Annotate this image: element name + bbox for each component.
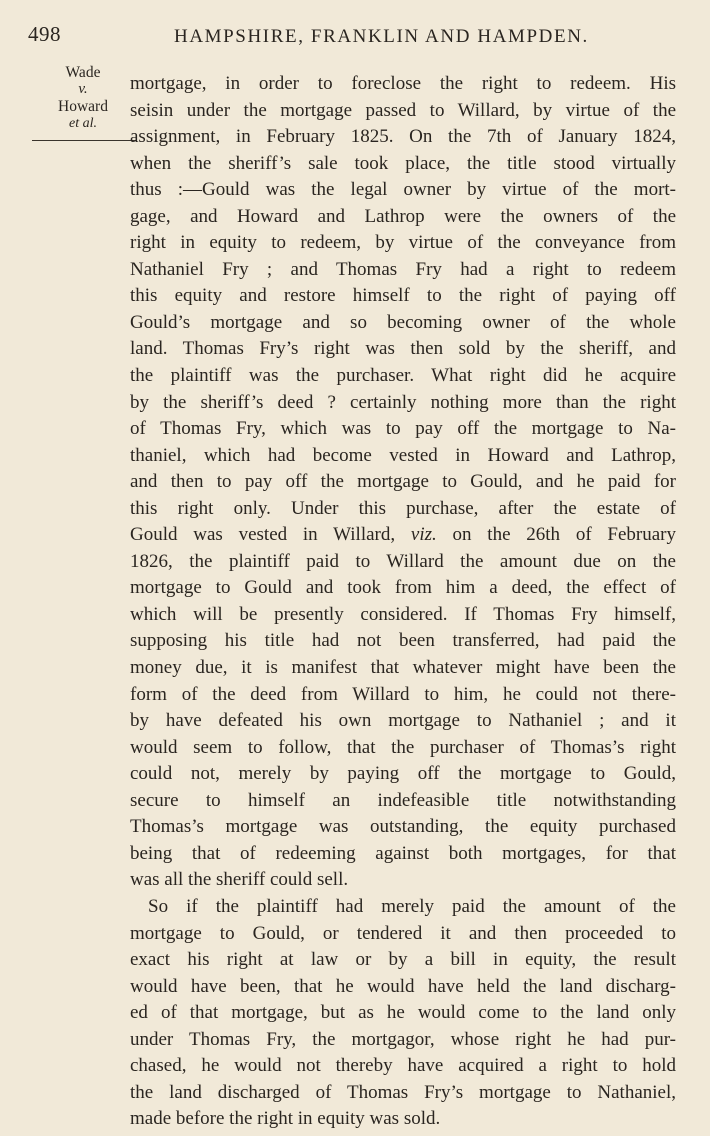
text-line: made before the right in equity was sold. bbox=[130, 1108, 441, 1130]
text-line: secure to himself an indefeasible title notwithstanding bbox=[130, 789, 676, 811]
sidenote-et-al: et al. bbox=[69, 116, 97, 131]
text-line: mortgage to Gould, or tendered it and then proceeded to bbox=[130, 922, 676, 944]
text-line: the plaintiff was the purchaser. What right did he acquire bbox=[130, 365, 676, 387]
text-line: assignment, in February 1825. On the 7th of January 1824, bbox=[130, 126, 676, 148]
text-line: would have been, that he would have held the land discharg- bbox=[130, 975, 676, 997]
text-line: could not, merely by paying off the mortgage to Gould, bbox=[130, 763, 676, 785]
text-line: of Thomas Fry, which was to pay off the mortgage to Na- bbox=[130, 418, 676, 440]
text-line: being that of redeeming against both mortgages, for that bbox=[130, 842, 676, 864]
text-line: by the sheriff’s deed ? certainly nothing more than the right bbox=[130, 391, 676, 413]
text-line: Thomas’s mortgage was outstanding, the equity purchased bbox=[130, 816, 676, 838]
text-line: 1826, the plaintiff paid to Willard the amount due on the bbox=[130, 550, 676, 572]
text-line: Nathaniel Fry ; and Thomas Fry had a right to redeem bbox=[130, 258, 676, 280]
text-line: was all the sheriff could sell. bbox=[130, 869, 349, 891]
running-title: HAMPSHIRE, FRANKLIN AND HAMPDEN. bbox=[174, 26, 589, 47]
sidenote-plaintiff: Wade bbox=[65, 64, 101, 81]
text-line: Gould was vested in Willard, viz. on the 26th of February bbox=[130, 524, 676, 546]
case-sidenote bbox=[34, 64, 132, 141]
text-line: seisin under the mortgage passed to Willard, by virtue of the bbox=[130, 99, 676, 121]
text-line: land. Thomas Fry’s right was then sold by the sheriff, and bbox=[130, 338, 676, 360]
text-line: would seem to follow, that the purchaser of Thomas’s right bbox=[130, 736, 676, 758]
text-line: ed of that mortgage, but as he would come to the land only bbox=[130, 1002, 676, 1024]
text-line: when the sheriff’s sale took place, the title stood virtually bbox=[130, 152, 676, 174]
text-line: which will be presently considered. If Thomas Fry himself, bbox=[130, 603, 676, 625]
sidenote-defendant: Howard bbox=[58, 98, 108, 115]
text-line: form of the deed from Willard to him, he could not there- bbox=[130, 683, 676, 705]
body-text bbox=[130, 71, 676, 1133]
text-line: this equity and restore himself to the right of paying off bbox=[130, 285, 676, 307]
text-line: mortgage to Gould and took from him a deed, the effect of bbox=[130, 577, 676, 599]
sidenote-rule bbox=[32, 140, 136, 141]
text-line: gage, and Howard and Lathrop were the owners of the bbox=[130, 205, 676, 227]
text-line: under Thomas Fry, the mortgagor, whose right he had pur- bbox=[130, 1028, 676, 1050]
text-line: So if the plaintiff had merely paid the amount of the bbox=[148, 895, 676, 917]
text-line: Gould’s mortgage and so becoming owner of the whole bbox=[130, 311, 676, 333]
text-line: thaniel, which had become vested in Howard and Lathrop, bbox=[130, 444, 676, 466]
page-header bbox=[28, 22, 676, 52]
text-line: thus :—Gould was the legal owner by virtue of the mort- bbox=[130, 179, 676, 201]
text-line: exact his right at law or by a bill in equity, the result bbox=[130, 949, 676, 971]
text-line: and then to pay off the mortgage to Gould, and he paid for bbox=[130, 471, 676, 493]
text-line: money due, it is manifest that whatever might have been the bbox=[130, 657, 676, 679]
text-line: right in equity to redeem, by virtue of the conveyance from bbox=[130, 232, 676, 254]
page-number: 498 bbox=[28, 22, 61, 46]
sidenote-versus: v. bbox=[78, 81, 88, 97]
text-line: by have defeated his own mortgage to Nathaniel ; and it bbox=[130, 710, 676, 732]
text-line: supposing his title had not been transferred, had paid the bbox=[130, 630, 676, 652]
text-line: mortgage, in order to foreclose the right to redeem. His bbox=[130, 73, 676, 94]
text-line: chased, he would not thereby have acquired a right to hold bbox=[130, 1055, 676, 1077]
text-line: this right only. Under this purchase, after the estate of bbox=[130, 497, 676, 519]
text-line: the land discharged of Thomas Fry’s mortgage to Nathaniel, bbox=[130, 1081, 676, 1103]
